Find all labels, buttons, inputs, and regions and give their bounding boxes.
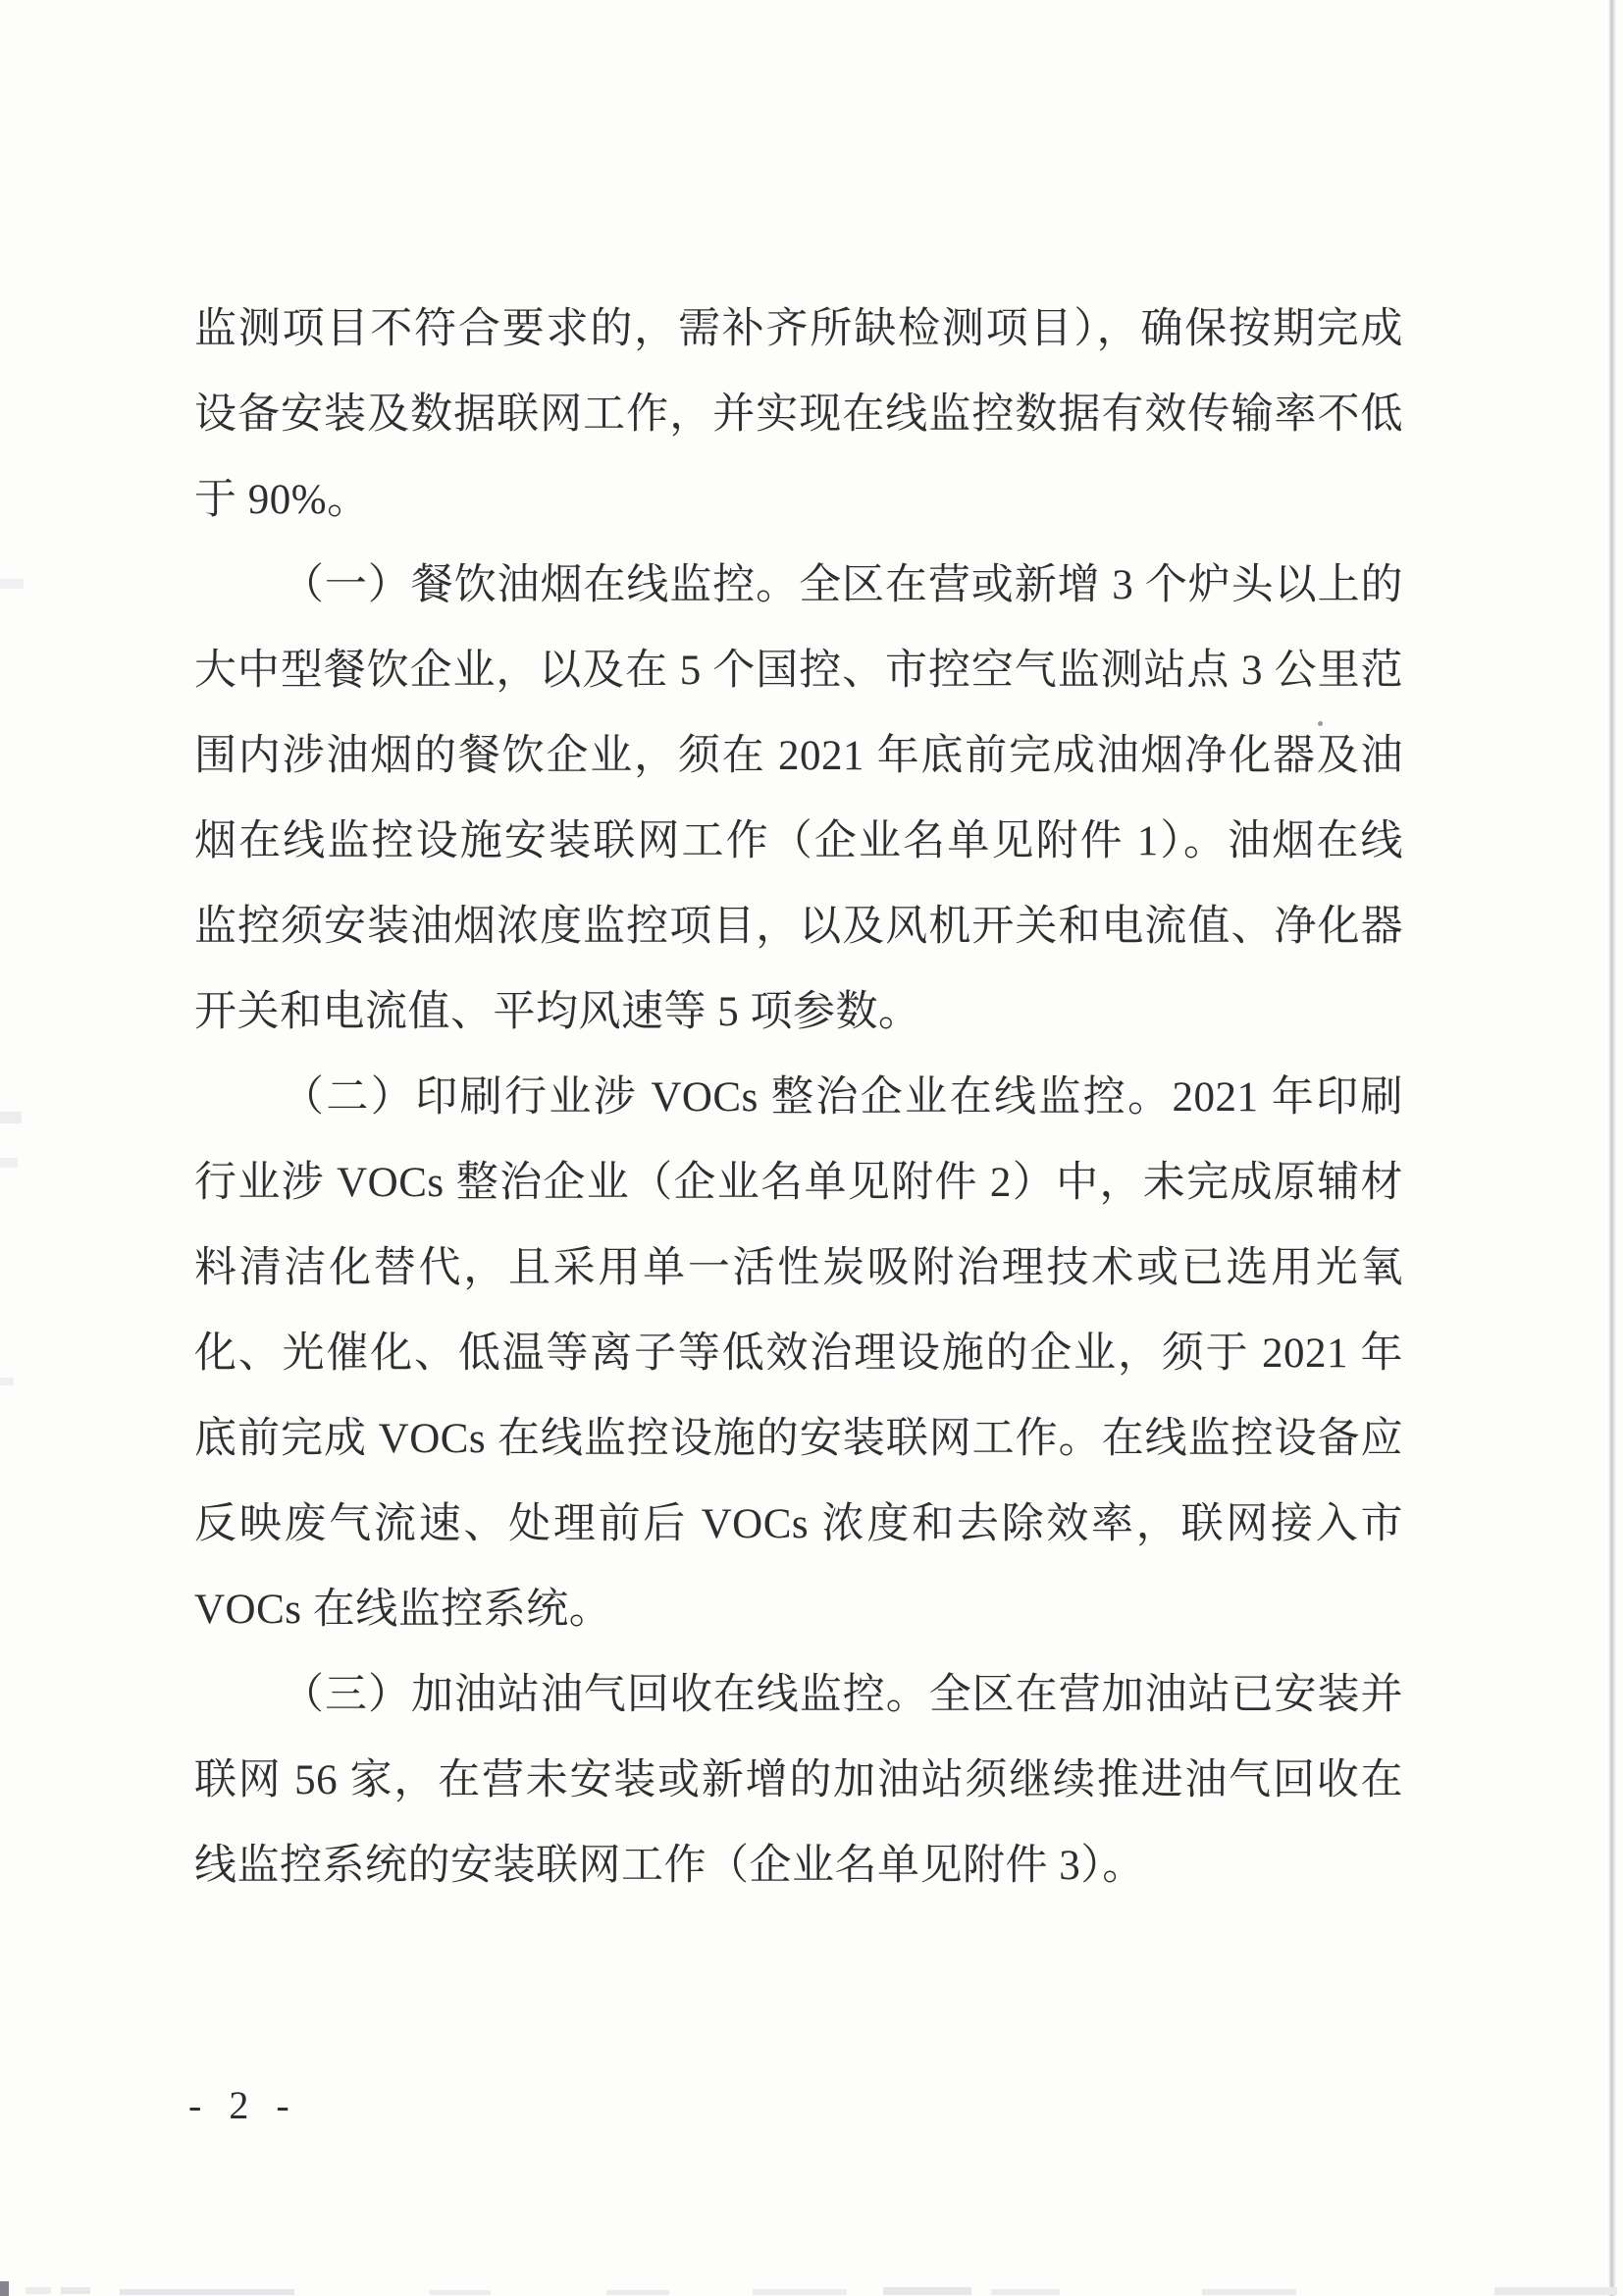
text-line: 行业涉 VOCs 整治企业（企业名单见附件 2）中，未完成原辅材: [194, 1160, 1403, 1206]
text-line: 化、光催化、低温等离子等低效治理设施的企业，须于 2021 年: [194, 1331, 1403, 1377]
text-line: 反映废气流速、处理前后 VOCs 浓度和去除效率，联网接入市: [194, 1501, 1403, 1547]
text-line: （二）印刷行业涉 VOCs 整治企业在线监控。2021 年印刷: [282, 1074, 1403, 1121]
text-line: 大中型餐饮企业，以及在 5 个国控、市控空气监测站点 3 公里范: [194, 648, 1403, 694]
scan-artifact: [606, 2290, 669, 2295]
scan-artifact: [429, 2290, 491, 2295]
scan-artifact: [26, 2287, 51, 2294]
text-line: 监控须安装油烟浓度监控项目，以及风机开关和电流值、净化器: [194, 904, 1403, 950]
scan-artifact: [1202, 2289, 1296, 2295]
scan-artifact: [1494, 2287, 1617, 2295]
scan-artifact: [0, 1378, 14, 1385]
scan-artifact: [883, 2287, 971, 2295]
text-line: 底前完成 VOCs 在线监控设施的安装联网工作。在线监控设备应: [194, 1416, 1403, 1462]
scan-artifact: [0, 1112, 22, 1123]
body-text: [194, 287, 1403, 1908]
scan-artifact: [753, 2289, 847, 2295]
scan-artifact: [0, 1158, 18, 1168]
text-line: （一）餐饮油烟在线监控。全区在营或新增 3 个炉头以上的: [282, 562, 1403, 608]
scan-artifact: [991, 2289, 1060, 2295]
scan-artifact: [0, 579, 24, 589]
text-line: 监测项目不符合要求的，需补齐所缺检测项目），确保按期完成: [194, 306, 1403, 352]
text-line: 于 90%。: [194, 477, 370, 523]
scan-edge-line: [1608, 0, 1616, 2296]
text-line: 线监控系统的安装联网工作（企业名单见附件 3）。: [194, 1843, 1145, 1889]
text-line: 料清洁化替代，且采用单一活性炭吸附治理技术或已选用光氧: [194, 1245, 1403, 1291]
scan-artifact: [0, 2281, 9, 2296]
text-line: VOCs 在线监控系统。: [194, 1587, 612, 1633]
scan-artifact: [1318, 721, 1323, 726]
text-line: 设备安装及数据联网工作，并实现在线监控数据有效传输率不低: [194, 391, 1403, 438]
text-line: 围内涉油烟的餐饮企业，须在 2021 年底前完成油烟净化器及油: [194, 733, 1403, 779]
text-line: 开关和电流值、平均风速等 5 项参数。: [194, 989, 921, 1035]
page-number: - 2 -: [188, 2083, 298, 2127]
scan-artifact: [120, 2289, 294, 2295]
text-line: 联网 56 家，在营未安装或新增的加油站须继续推进油气回收在: [194, 1757, 1403, 1803]
scan-artifact: [61, 2287, 90, 2294]
text-line: 烟在线监控设施安装联网工作（企业名单见附件 1）。油烟在线: [194, 818, 1403, 864]
text-line: （三）加油站油气回收在线监控。全区在营加油站已安装并: [282, 1672, 1403, 1718]
